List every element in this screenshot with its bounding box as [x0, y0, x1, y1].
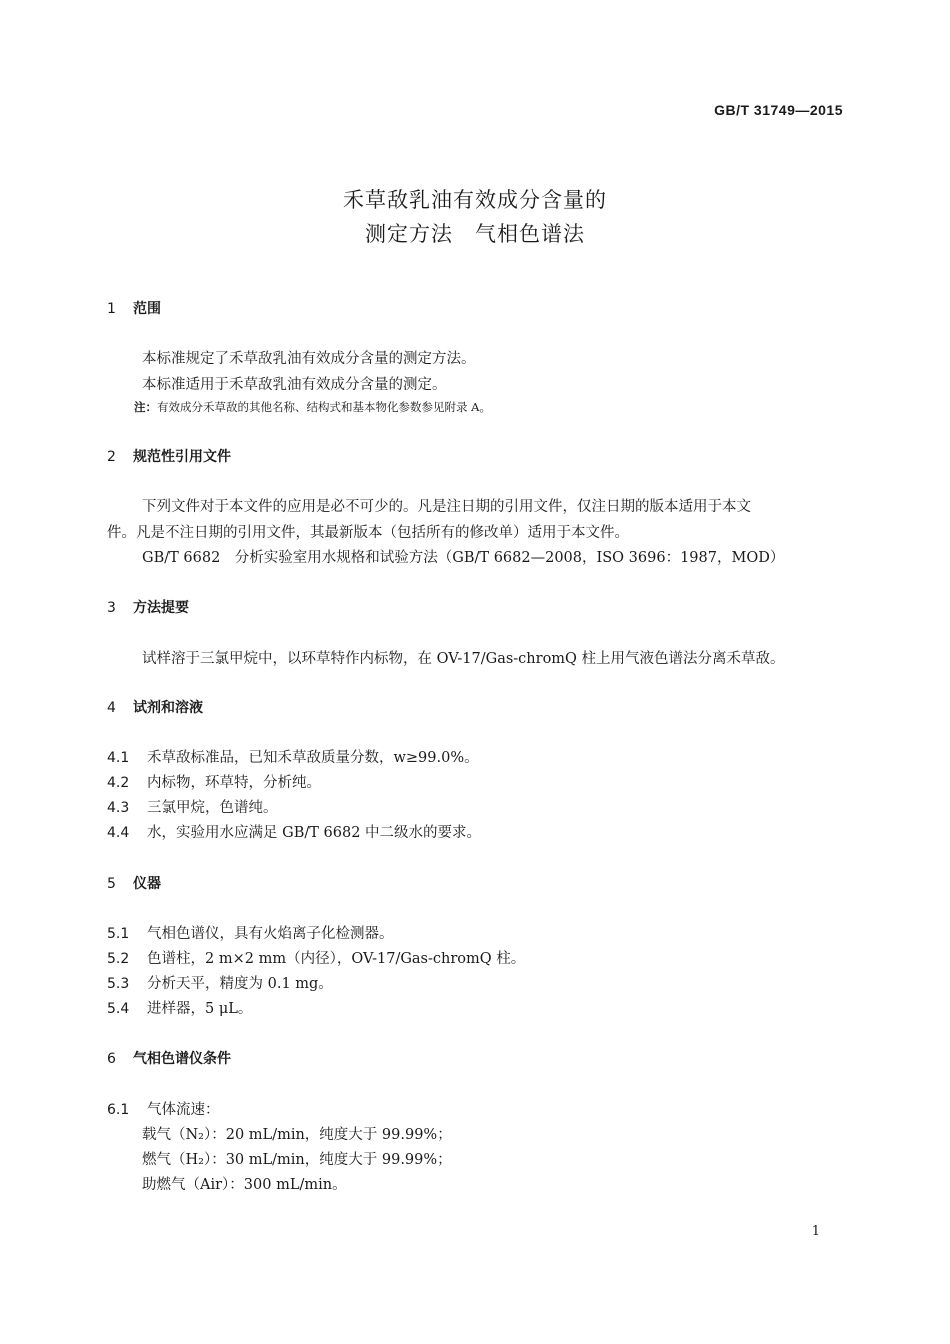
section-1-heading — [107, 298, 161, 318]
paragraph: 试样溶于三氯甲烷中，以环草特作内标物，在 OV-17/Gas-chromQ 柱上用气液色谱法分离禾草敌。 — [142, 651, 785, 667]
gas-flow-line: 燃气（H₂）：30 mL/min，纯度大于 99.99%； — [142, 1152, 452, 1168]
list-item — [107, 1098, 220, 1119]
gas-flow-line: 载气（N₂）：20 mL/min，纯度大于 99.99%； — [142, 1127, 452, 1143]
item-text: 禾草敌标准品，已知禾草敌质量分数，w≥99.0%。 — [147, 750, 479, 766]
list-item — [107, 947, 525, 968]
note-text: 有效成分禾草敌的其他名称、结构式和基本物化参数参见附录 A。 — [157, 400, 491, 414]
normative-reference: GB/T 6682 分析实验室用水规格和试验方法（GB/T 6682—2008，ISO 3696：1987，MOD） — [142, 550, 785, 566]
list-item — [107, 746, 479, 767]
section-number: 2 — [107, 449, 116, 465]
item-text: 进样器，5 μL。 — [147, 1001, 253, 1017]
section-title: 规范性引用文件 — [133, 449, 231, 465]
item-number: 5.3 — [107, 976, 130, 992]
section-number: 1 — [107, 301, 116, 317]
item-number: 5.2 — [107, 951, 130, 967]
item-number: 5.4 — [107, 1001, 130, 1017]
section-5-heading — [107, 873, 161, 893]
list-item — [107, 972, 333, 993]
section-title: 试剂和溶液 — [133, 700, 203, 716]
section-4-heading — [107, 697, 203, 717]
list-item — [107, 771, 321, 792]
section-number: 5 — [107, 876, 116, 892]
item-text: 气体流速： — [147, 1102, 220, 1118]
list-item — [107, 821, 481, 842]
item-number: 4.3 — [107, 800, 130, 816]
section-6-heading — [107, 1048, 231, 1068]
item-text: 内标物，环草特，分析纯。 — [147, 775, 321, 791]
gas-flow-line: 助燃气（Air）：300 mL/min。 — [142, 1177, 347, 1193]
item-number: 6.1 — [107, 1102, 130, 1118]
section-number: 3 — [107, 600, 116, 616]
item-number: 5.1 — [107, 926, 130, 942]
item-text: 分析天平，精度为 0.1 mg。 — [147, 976, 333, 992]
section-2-heading — [107, 446, 231, 466]
item-number: 4.4 — [107, 825, 130, 841]
section-number: 4 — [107, 700, 116, 716]
section-3-heading — [107, 597, 189, 617]
item-text: 气相色谱仪，具有火焰离子化检测器。 — [147, 926, 394, 942]
section-number: 6 — [107, 1051, 116, 1067]
section-title: 范围 — [133, 301, 161, 317]
page-number: 1 — [811, 1224, 820, 1239]
section-title: 仪器 — [133, 876, 161, 892]
paragraph: 本标准规定了禾草敌乳油有效成分含量的测定方法。 — [142, 351, 476, 367]
item-text: 三氯甲烷，色谱纯。 — [147, 800, 278, 816]
item-text: 水，实验用水应满足 GB/T 6682 中二级水的要求。 — [147, 825, 482, 841]
section-title: 方法提要 — [133, 600, 189, 616]
section-title: 气相色谱仪条件 — [133, 1051, 231, 1067]
paragraph: 下列文件对于本文件的应用是必不可少的。凡是注日期的引用文件，仅注日期的版本适用于本文 — [142, 499, 751, 515]
document-title-line-1: 禾草敌乳油有效成分含量的 — [343, 188, 607, 212]
note — [134, 399, 491, 415]
list-item — [107, 796, 278, 817]
note-label: 注： — [134, 400, 157, 414]
item-text: 色谱柱，2 m×2 mm（内径），OV-17/Gas-chromQ 柱。 — [147, 951, 526, 967]
item-number: 4.1 — [107, 750, 130, 766]
list-item — [107, 997, 252, 1018]
paragraph: 本标准适用于禾草敌乳油有效成分含量的测定。 — [142, 377, 447, 393]
standard-code: GB/T 31749—2015 — [714, 102, 843, 118]
paragraph-continuation: 件。凡是不注日期的引用文件，其最新版本（包括所有的修改单）适用于本文件。 — [107, 525, 629, 541]
item-number: 4.2 — [107, 775, 130, 791]
list-item — [107, 922, 394, 943]
document-title-line-2: 测定方法 气相色谱法 — [365, 222, 585, 246]
